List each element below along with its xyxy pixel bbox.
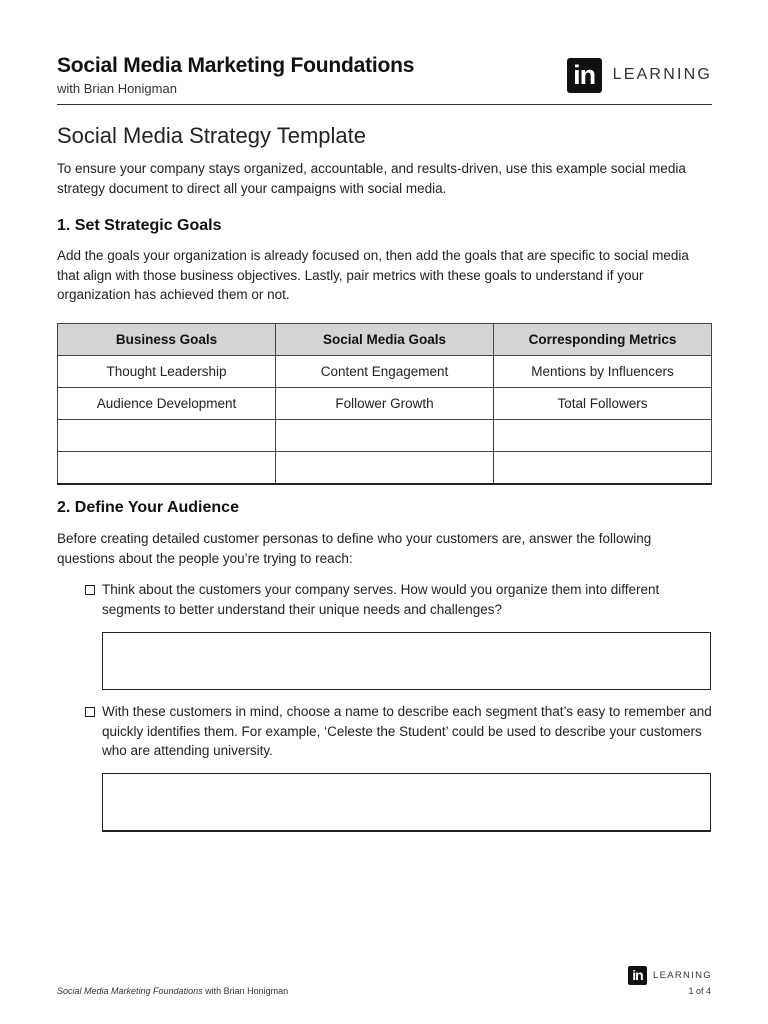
table-cell-empty[interactable] [58, 420, 276, 452]
checkbox-icon[interactable] [85, 707, 95, 717]
page-number: 1 of 4 [688, 986, 711, 996]
table-cell[interactable]: Thought Leadership [58, 356, 276, 388]
column-header-social-media-goals: Social Media Goals [276, 324, 494, 356]
document-title: Social Media Strategy Template [57, 123, 366, 148]
table-cell[interactable]: Mentions by Influencers [494, 356, 712, 388]
table-cell-empty[interactable] [58, 452, 276, 485]
document-header [57, 52, 712, 105]
table-cell[interactable]: Total Followers [494, 388, 712, 420]
table-cell-empty[interactable] [494, 420, 712, 452]
course-author: with Brian Honigman [57, 81, 177, 96]
goals-table [57, 323, 712, 485]
linkedin-learning-logo [567, 57, 712, 93]
answer-box[interactable] [102, 632, 711, 690]
table-row [58, 388, 712, 420]
column-header-business-goals: Business Goals [58, 324, 276, 356]
table-cell-empty[interactable] [276, 452, 494, 485]
linkedin-in-icon: in [567, 58, 602, 93]
question-text: Think about the customers your company serves. How would you organize them into different segments to better understand their unique needs and challenges? [102, 582, 660, 617]
section-1-heading: 1. Set Strategic Goals [57, 217, 222, 234]
table-row [58, 452, 712, 485]
linkedin-in-icon: in [628, 966, 647, 985]
section-1-body: Add the goals your organization is already focused on, then add the goals that are specific to social media that align with those business objectives. Lastly, pair metrics with these goals to understand if your organization has achieved them or not. [57, 248, 689, 302]
footer-logo [628, 966, 712, 985]
table-row [58, 420, 712, 452]
question-item [85, 580, 715, 619]
logo-wordmark: LEARNING [653, 970, 712, 981]
table-row [58, 356, 712, 388]
footer-course-title: Social Media Marketing Foundations [57, 986, 203, 996]
intro-paragraph: To ensure your company stays organized, accountable, and results-driven, use this example social media strategy document to direct all your campaigns with social media. [57, 161, 686, 196]
section-2-heading: 2. Define Your Audience [57, 499, 239, 516]
question-text: With these customers in mind, choose a name to describe each segment that’s easy to remember and quickly identifies them. For example, ‘Celeste the Student’ could be used to describe your customers who are attending university. [102, 704, 712, 758]
course-title: Social Media Marketing Foundations [57, 54, 415, 77]
footer-credit [57, 986, 288, 996]
section-2-body: Before creating detailed customer personas to define who your customers are, answer the following questions about the people you’re trying to reach: [57, 531, 652, 566]
table-header-row [58, 324, 712, 356]
footer-course-author: with Brian Honigman [202, 986, 289, 996]
checkbox-icon[interactable] [85, 585, 95, 595]
table-cell[interactable]: Content Engagement [276, 356, 494, 388]
table-cell-empty[interactable] [494, 452, 712, 485]
table-cell[interactable]: Follower Growth [276, 388, 494, 420]
question-item [85, 702, 715, 761]
answer-box[interactable] [102, 773, 711, 832]
logo-wordmark: LEARNING [612, 66, 712, 83]
table-cell[interactable]: Audience Development [58, 388, 276, 420]
table-cell-empty[interactable] [276, 420, 494, 452]
column-header-corresponding-metrics: Corresponding Metrics [494, 324, 712, 356]
